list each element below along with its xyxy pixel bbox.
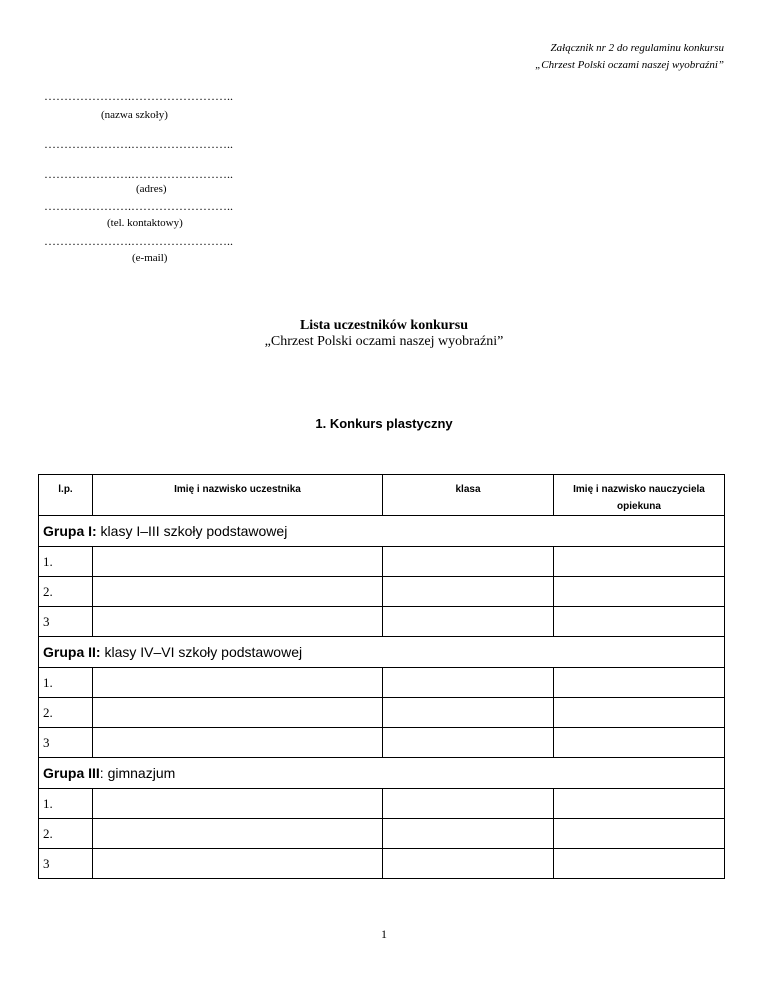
table-row (39, 789, 725, 819)
group-row (39, 637, 725, 668)
row-number: 3 (39, 607, 93, 637)
group-row (39, 516, 725, 547)
group-label: Grupa I: klasy I–III szkoły podstawowej (39, 516, 725, 547)
teacher-name-cell[interactable] (554, 668, 725, 698)
header-lp: l.p. (39, 475, 93, 516)
class-cell[interactable] (383, 849, 554, 879)
address-line-1[interactable]: ………………….…………………….. (44, 137, 233, 151)
participant-name-cell[interactable] (93, 819, 383, 849)
class-cell[interactable] (383, 728, 554, 758)
row-number: 2. (39, 698, 93, 728)
participant-name-cell[interactable] (93, 789, 383, 819)
school-name-line[interactable]: ………………….…………………….. (44, 89, 233, 103)
table-row (39, 668, 725, 698)
school-name-caption: (nazwa szkoły) (101, 109, 168, 121)
email-line[interactable]: ………………….…………………….. (44, 234, 233, 248)
row-number: 1. (39, 789, 93, 819)
teacher-name-cell[interactable] (554, 547, 725, 577)
table-row (39, 577, 725, 607)
teacher-name-cell[interactable] (554, 698, 725, 728)
class-cell[interactable] (383, 577, 554, 607)
participants-table (38, 474, 725, 879)
teacher-name-cell[interactable] (554, 607, 725, 637)
phone-caption: (tel. kontaktowy) (107, 217, 183, 229)
participant-name-cell[interactable] (93, 668, 383, 698)
participant-name-cell[interactable] (93, 607, 383, 637)
group-label: Grupa II: klasy IV–VI szkoły podstawowej (39, 637, 725, 668)
class-cell[interactable] (383, 819, 554, 849)
class-cell[interactable] (383, 789, 554, 819)
table-row (39, 819, 725, 849)
section-heading: 1. Konkurs plastyczny (315, 416, 453, 431)
page-number: 1 (381, 927, 387, 941)
teacher-name-cell[interactable] (554, 577, 725, 607)
teacher-name-cell[interactable] (554, 819, 725, 849)
participant-name-cell[interactable] (93, 547, 383, 577)
document-title (0, 318, 768, 350)
row-number: 3 (39, 849, 93, 879)
row-number: 2. (39, 577, 93, 607)
group-label: Grupa III: gimnazjum (39, 758, 725, 789)
address-caption: (adres) (136, 183, 167, 195)
table-row (39, 547, 725, 577)
annex-line-1: Załącznik nr 2 do regulaminu konkursu (550, 42, 724, 54)
table-row (39, 728, 725, 758)
table-header-row (39, 475, 725, 516)
phone-line[interactable]: ………………….…………………….. (44, 199, 233, 213)
header-participant-name: Imię i nazwisko uczestnika (93, 475, 383, 516)
header-teacher-name: Imię i nazwisko nauczyciela opiekuna (554, 475, 725, 516)
annex-line-2: „Chrzest Polski oczami naszej wyobraźni” (535, 59, 724, 71)
title-line-1: Lista uczestników konkursu (299, 318, 469, 333)
participant-name-cell[interactable] (93, 849, 383, 879)
teacher-name-cell[interactable] (554, 728, 725, 758)
header-class: klasa (383, 475, 554, 516)
table-row (39, 849, 725, 879)
row-number: 1. (39, 547, 93, 577)
title-line-2: „Chrzest Polski oczami naszej wyobraźni” (264, 334, 504, 349)
class-cell[interactable] (383, 547, 554, 577)
address-line-2[interactable]: ………………….…………………….. (44, 167, 233, 181)
group-row (39, 758, 725, 789)
row-number: 2. (39, 819, 93, 849)
participant-name-cell[interactable] (93, 577, 383, 607)
participant-name-cell[interactable] (93, 698, 383, 728)
teacher-name-cell[interactable] (554, 849, 725, 879)
table-row (39, 607, 725, 637)
annex-note (535, 40, 724, 74)
teacher-name-cell[interactable] (554, 789, 725, 819)
class-cell[interactable] (383, 668, 554, 698)
table-row (39, 698, 725, 728)
email-caption: (e-mail) (132, 252, 168, 264)
class-cell[interactable] (383, 607, 554, 637)
row-number: 3 (39, 728, 93, 758)
class-cell[interactable] (383, 698, 554, 728)
row-number: 1. (39, 668, 93, 698)
participant-name-cell[interactable] (93, 728, 383, 758)
